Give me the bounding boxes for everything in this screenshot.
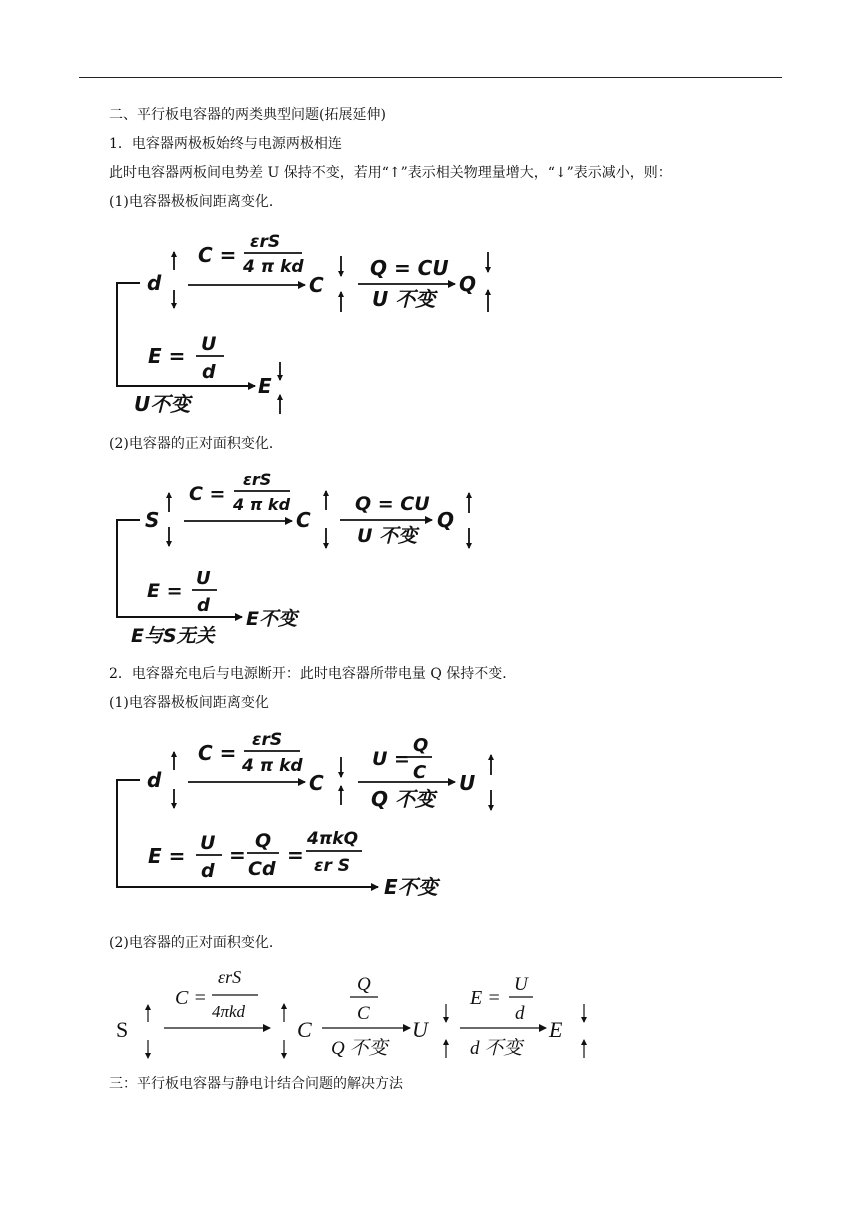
c-denominator: 4πkd: [212, 1002, 246, 1021]
e1-denominator: d: [201, 860, 215, 882]
u-numerator: Q: [413, 735, 429, 756]
u-condition: Q 不变: [331, 1038, 388, 1059]
e-output: E: [258, 374, 272, 398]
section-heading-2: 二、平行板电容器的两类典型问题(拓展延伸): [109, 107, 386, 123]
q-condition: U 不变: [372, 287, 436, 311]
e-numerator: U: [196, 568, 211, 589]
c-output: C: [297, 1017, 312, 1042]
u-output: U: [459, 771, 476, 795]
equals-sign: =: [287, 843, 304, 867]
u-condition: Q 不变: [371, 787, 435, 811]
c-numerator: εrS: [243, 470, 272, 489]
e-denominator: d: [202, 361, 216, 383]
q-output: Q: [437, 508, 455, 532]
c-lhs: C =: [175, 987, 207, 1009]
e-output: E: [549, 1017, 563, 1042]
c-lhs: C =: [189, 483, 226, 505]
case1-title: 1．电容器两极板始终与电源两极相连: [109, 136, 342, 152]
e-output: E不变: [384, 875, 438, 899]
e-lhs: E =: [470, 987, 501, 1009]
e-lhs: E =: [147, 580, 183, 602]
q-condition: U 不变: [357, 525, 418, 547]
e1-numerator: U: [200, 832, 216, 854]
equals-sign: =: [229, 843, 246, 867]
var-S: S: [145, 508, 160, 532]
var-S: S: [116, 1017, 129, 1042]
case1-sub1-label: (1)电容器极板间距离变化．: [109, 194, 283, 210]
e-condition: d 不变: [470, 1038, 523, 1059]
q-formula: Q = CU: [370, 256, 449, 280]
e-lhs: E =: [148, 344, 186, 368]
c-numerator: εrS: [252, 730, 283, 750]
e2-numerator: Q: [255, 830, 272, 852]
case2-sub2-label: (2)电容器的正对面积变化．: [109, 935, 283, 951]
u-lhs: U =: [372, 748, 410, 770]
case1-sub2-label: (2)电容器的正对面积变化．: [109, 436, 283, 452]
case2-title: 2．电容器充电后与电源断开：此时电容器所带电量 Q 保持不变．: [109, 666, 517, 682]
e-condition: U不变: [134, 392, 191, 416]
case1-description: 此时电容器两板间电势差 U 保持不变，若用“↑”表示相关物理量增大，“↓”表示减小，则：: [109, 165, 672, 181]
var-d: d: [147, 768, 162, 792]
u-denominator: C: [357, 1003, 370, 1024]
c-output: C: [309, 273, 324, 297]
e-condition: E与S无关: [131, 625, 215, 647]
e-denominator: d: [515, 1003, 525, 1024]
e-output: E不变: [246, 608, 297, 630]
u-numerator: Q: [357, 974, 371, 995]
var-d: d: [147, 271, 162, 295]
u-output: U: [412, 1017, 428, 1042]
c-output: C: [309, 771, 324, 795]
c-denominator: 4 π kd: [242, 756, 303, 776]
c-denominator: 4 π kd: [243, 257, 304, 277]
e3-denominator: εr S: [314, 856, 351, 876]
case2-sub1-label: (1)电容器极板间距离变化: [109, 695, 269, 711]
e-denominator: d: [197, 595, 210, 616]
u-denominator: C: [413, 762, 427, 783]
c-lhs: C =: [198, 741, 237, 765]
c-output: C: [296, 508, 311, 532]
e-numerator: U: [201, 333, 217, 355]
e-numerator: U: [514, 974, 528, 995]
q-output: Q: [459, 272, 477, 296]
c-numerator: εrS: [250, 232, 281, 252]
section-heading-3: 三：平行板电容器与静电计结合问题的解决方法: [109, 1076, 403, 1092]
c-numerator: εrS: [218, 967, 242, 987]
q-formula: Q = CU: [355, 493, 430, 515]
e-lhs: E =: [148, 844, 186, 868]
c-lhs: C =: [198, 243, 237, 267]
e3-numerator: 4πkQ: [307, 829, 359, 849]
e2-denominator: Cd: [248, 858, 276, 880]
c-denominator: 4 π kd: [233, 495, 291, 514]
